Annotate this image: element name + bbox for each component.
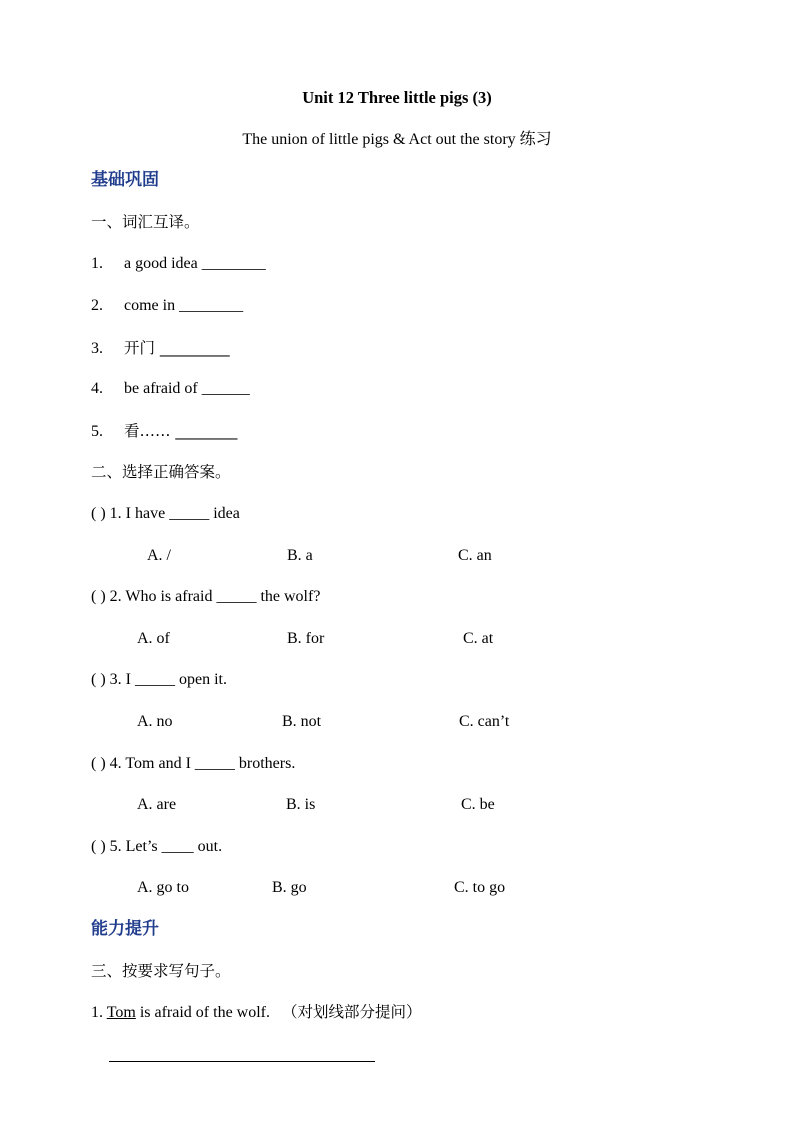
part1-heading: 一、词汇互译。 (91, 213, 200, 231)
instruction-note: （对划线部分提问） (282, 1003, 422, 1021)
option-a[interactable]: A. no (137, 713, 173, 730)
option-a[interactable]: A. go to (137, 879, 189, 896)
part2-heading: 二、选择正确答案。 (91, 463, 231, 481)
vocab-number: 5. (91, 423, 103, 440)
option-a[interactable]: A. of (137, 630, 170, 647)
question-stem[interactable]: ( ) 2. Who is afraid _____ the wolf? (91, 588, 321, 605)
section-heading-basic: 基础巩固 (91, 170, 159, 190)
sentence-text: is afraid of the wolf. (135, 1004, 271, 1021)
option-b[interactable]: B. is (286, 796, 316, 813)
vocab-text[interactable]: be afraid of ______ (124, 380, 250, 397)
vocab-number: 1. (91, 255, 103, 272)
option-a[interactable]: A. are (137, 796, 177, 813)
vocab-number: 4. (91, 380, 103, 397)
page-title: Unit 12 Three little pigs (3) (302, 88, 492, 107)
option-a[interactable]: A. / (147, 547, 171, 564)
vocab-text[interactable]: come in ________ (124, 297, 244, 314)
option-c[interactable]: C. can’t (459, 713, 510, 730)
vocab-item (91, 421, 237, 442)
option-c[interactable]: C. an (458, 547, 492, 564)
option-c[interactable]: C. be (461, 796, 495, 813)
option-c[interactable]: C. to go (454, 879, 506, 896)
vocab-number: 2. (91, 297, 103, 314)
page-subtitle: The union of little pigs & Act out the story 练习 (242, 131, 552, 148)
vocab-text[interactable]: a good idea ________ (124, 255, 266, 272)
question-stem[interactable]: ( ) 1. I have _____ idea (91, 505, 240, 522)
vocab-item (91, 379, 250, 399)
option-b[interactable]: B. for (287, 630, 325, 647)
underlined-word: Tom (106, 1004, 136, 1021)
vocab-item (91, 296, 243, 316)
option-c[interactable]: C. at (463, 630, 494, 647)
sentence-number: 1. (91, 1004, 103, 1021)
answer-line[interactable] (109, 1061, 375, 1062)
part3-heading: 三、按要求写句子。 (91, 962, 231, 980)
vocab-item (91, 338, 230, 359)
option-b[interactable]: B. a (287, 547, 313, 564)
option-b[interactable]: B. go (272, 879, 307, 896)
section-heading-advanced: 能力提升 (91, 919, 159, 939)
vocab-number: 3. (91, 340, 103, 357)
question-stem[interactable]: ( ) 3. I _____ open it. (91, 671, 227, 688)
vocab-text[interactable]: 开门 _________ (124, 339, 230, 357)
option-b[interactable]: B. not (282, 713, 322, 730)
sentence-question (91, 1002, 422, 1023)
vocab-text[interactable]: 看…… ________ (124, 422, 238, 440)
question-stem[interactable]: ( ) 5. Let’s ____ out. (91, 838, 223, 855)
vocab-item (91, 254, 266, 274)
question-stem[interactable]: ( ) 4. Tom and I _____ brothers. (91, 755, 296, 772)
